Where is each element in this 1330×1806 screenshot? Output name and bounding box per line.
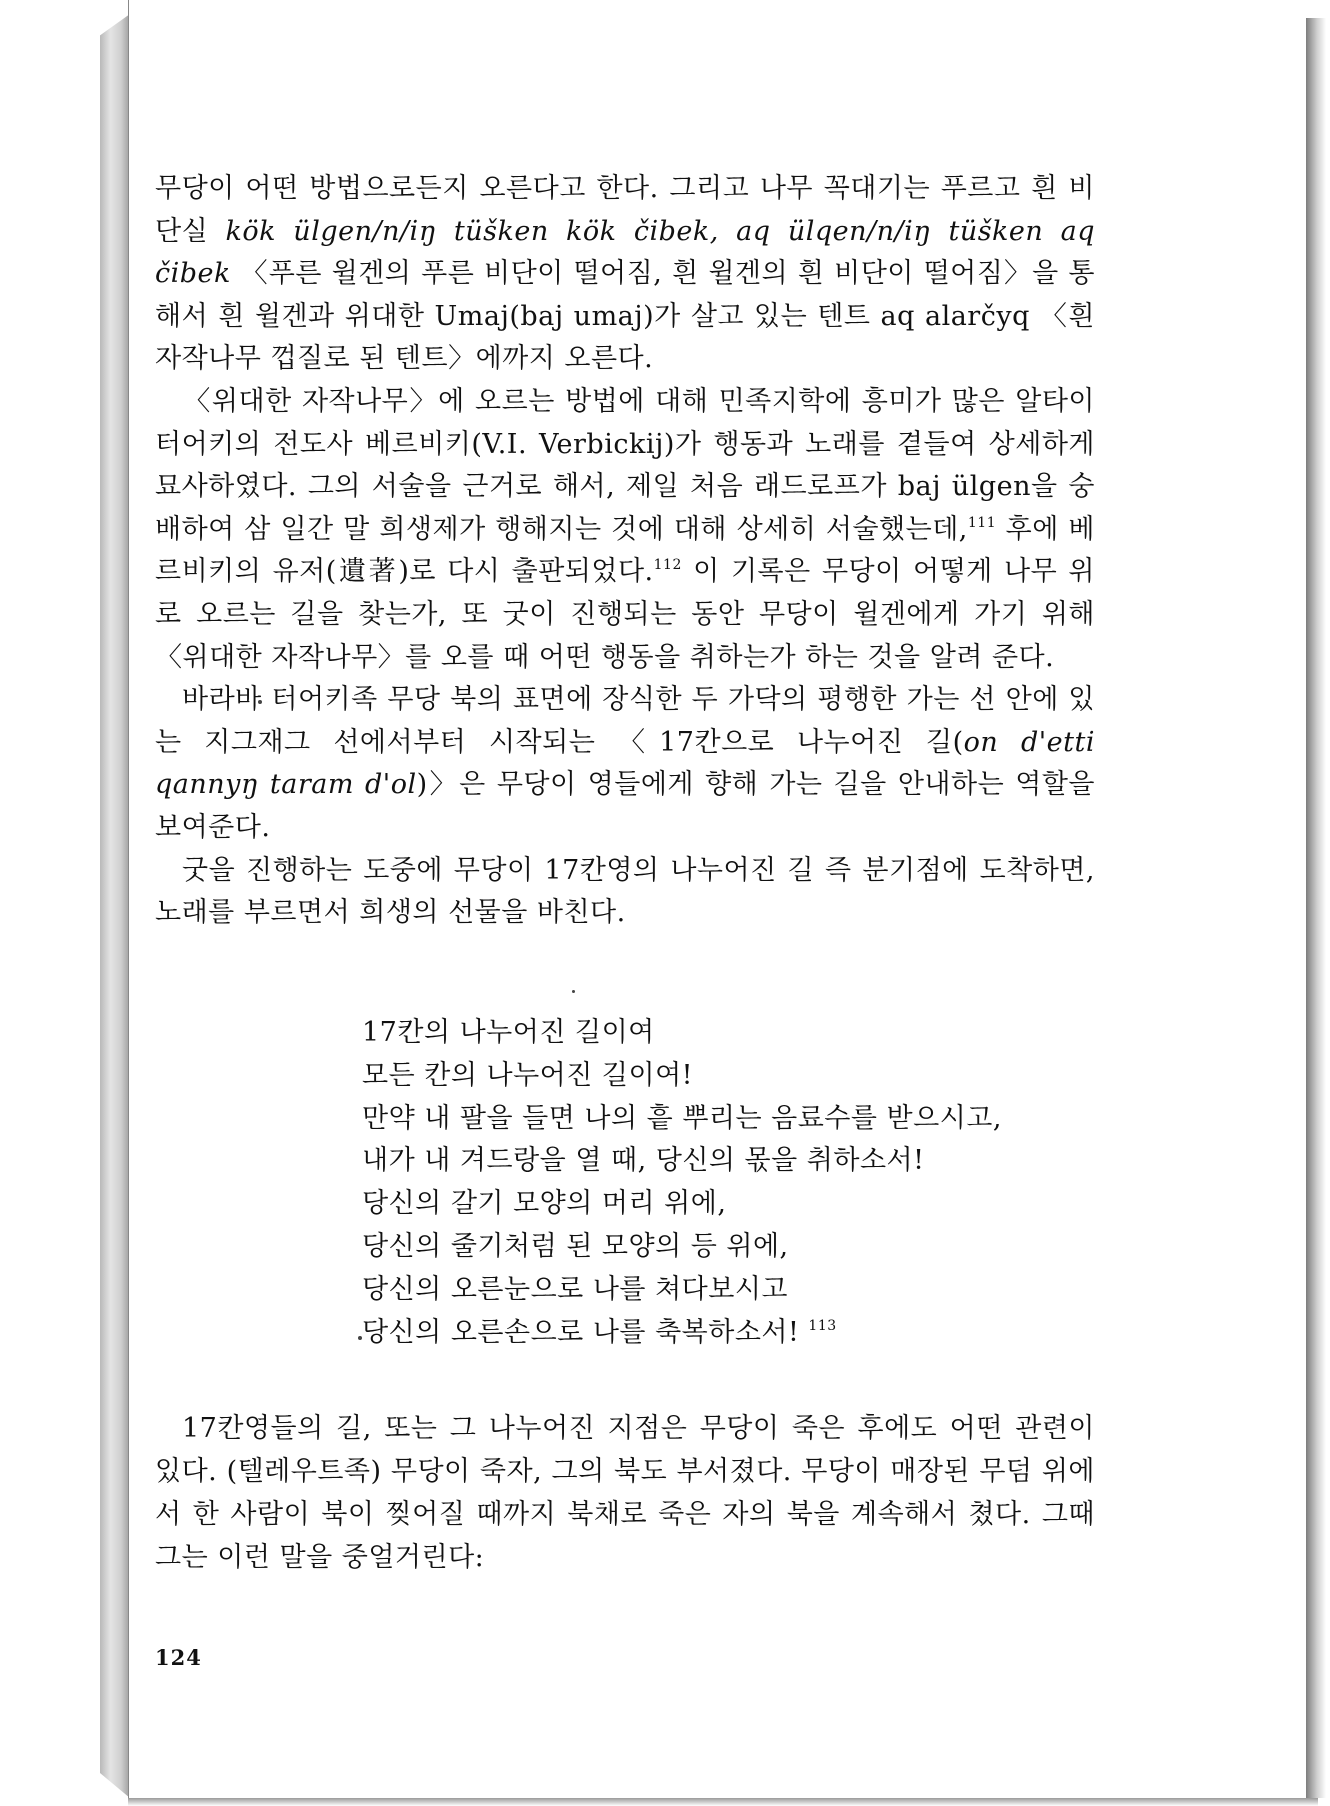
footnote-ref: 111 [967, 514, 997, 531]
verse-line: 당신의 오른눈으로 나를 쳐다보시고 [362, 1273, 788, 1305]
text-segment: 이 기록은 무당이 어떻게 나무 위로 오르는 길을 찾는가, 또 굿이 진행되는 동안 무당이 윌겐에게 가기 위해 〈위대한 자작나무〉를 오를 때 어떤 행동을 취하는가 하는 것을 알려 준다. [155, 556, 1095, 673]
paragraph-4 [155, 850, 1095, 935]
verse-line: 모든 칸의 나누어진 길이여! [362, 1059, 693, 1091]
transliteration: on d'etti qannyŋ taram d'ol [155, 726, 1095, 801]
text-segment: 굿을 진행하는 도중에 무당이 17칸영의 나누어진 길 즉 분기점에 도착하면, 노래를 부르면서 희생의 선물을 바친다. [155, 854, 1095, 929]
text-segment: 〈푸른 윌겐의 푸른 비단이 떨어짐, 흰 윌겐의 흰 비단이 떨어짐〉을 통해서 흰 윌겐과 위대한 Umaj(baj umaj)가 살고 있는 텐트 aq alarčyq 〈흰 자작나무 껍질로 된 텐트〉에까지 오른다. [155, 258, 1095, 375]
page-number: 124 [155, 1645, 202, 1670]
paragraph-3 [155, 679, 1095, 849]
page-speck [572, 990, 575, 993]
verse-line: 내가 내 겨드랑을 열 때, 당신의 몫을 취하소서! [362, 1145, 925, 1177]
transliteration: kök ülgen/n/iŋ tüšken kök čibek, aq ülqen/n/iŋ tüšken aq čibek [155, 215, 1095, 290]
page-shadow-bottom [128, 1798, 1318, 1806]
closing-paragraph [155, 1407, 1095, 1579]
body-text [155, 168, 1095, 935]
paragraph-2 [155, 381, 1095, 679]
footnote-ref: 113 [808, 1317, 837, 1334]
verse-line: 만약 내 팔을 들면 나의 흩 뿌리는 음료수를 받으시고, [362, 1102, 1002, 1134]
text-segment: 무당이 어떤 방법으로든지 오른다고 한다. 그리고 나무 꼭대기는 푸르고 흰 비단실 [155, 173, 1095, 247]
page-shadow-right [1306, 18, 1326, 1798]
verse-line: 당신의 줄기처럼 된 모양의 등 위에, [362, 1230, 789, 1262]
verse-line: 17칸의 나누어진 길이여 [362, 1017, 655, 1048]
verse-line: 당신의 갈기 모양의 머리 위에, [362, 1188, 727, 1220]
verse-line-last [362, 1312, 1082, 1355]
text-segment: 17칸영들의 길, 또는 그 나누어진 지점은 무당이 죽은 후에도 어떤 관련이 있다. (텔레우트족) 무당이 죽자, 그의 북도 부서졌다. 무당이 매장된 무덤 위에서 한 사람이 북이 찢어질 때까지 북채로 죽은 자의 북을 계속해서 쳤다. 그때 그는 이런 말을 중얼거린다: [155, 1413, 1095, 1573]
verse-block [362, 1012, 1082, 1354]
text-segment: 바라바 터어키족 무당 북의 표면에 장식한 두 가닥의 평행한 가는 선 안에 있는 지그재그 선에서부터 시작되는 〈17칸으로 나누어진 길( [155, 684, 1095, 758]
text-segment: 후에 베르비키의 유저(遺著)로 다시 출판되었다. [155, 513, 1095, 588]
footnote-ref: 112 [653, 557, 682, 574]
text-segment: )〉은 무당이 영들에게 향해 가는 길을 안내하는 역할을 보여준다. [155, 769, 1095, 843]
text-segment: 〈위대한 자작나무〉에 오르는 방법에 대해 민족지학에 흥미가 많은 알타이 터어키의 전도사 베르비키(V.I. Verbickij)가 행동과 노래를 곁들여 상세하게 묘사하였다. 그의 서술을 근거로 해서, 제일 처음 래드로프가 baj ülgen을 숭배하여 삼 일간 말 희생제가 행해지는 것에 대해 상세히 서술했는데, [155, 385, 1095, 545]
verse-text: 당신의 오른손으로 나를 축복하소서! [362, 1316, 800, 1348]
book-page-edges [100, 14, 130, 1798]
paragraph-1 [155, 168, 1095, 381]
